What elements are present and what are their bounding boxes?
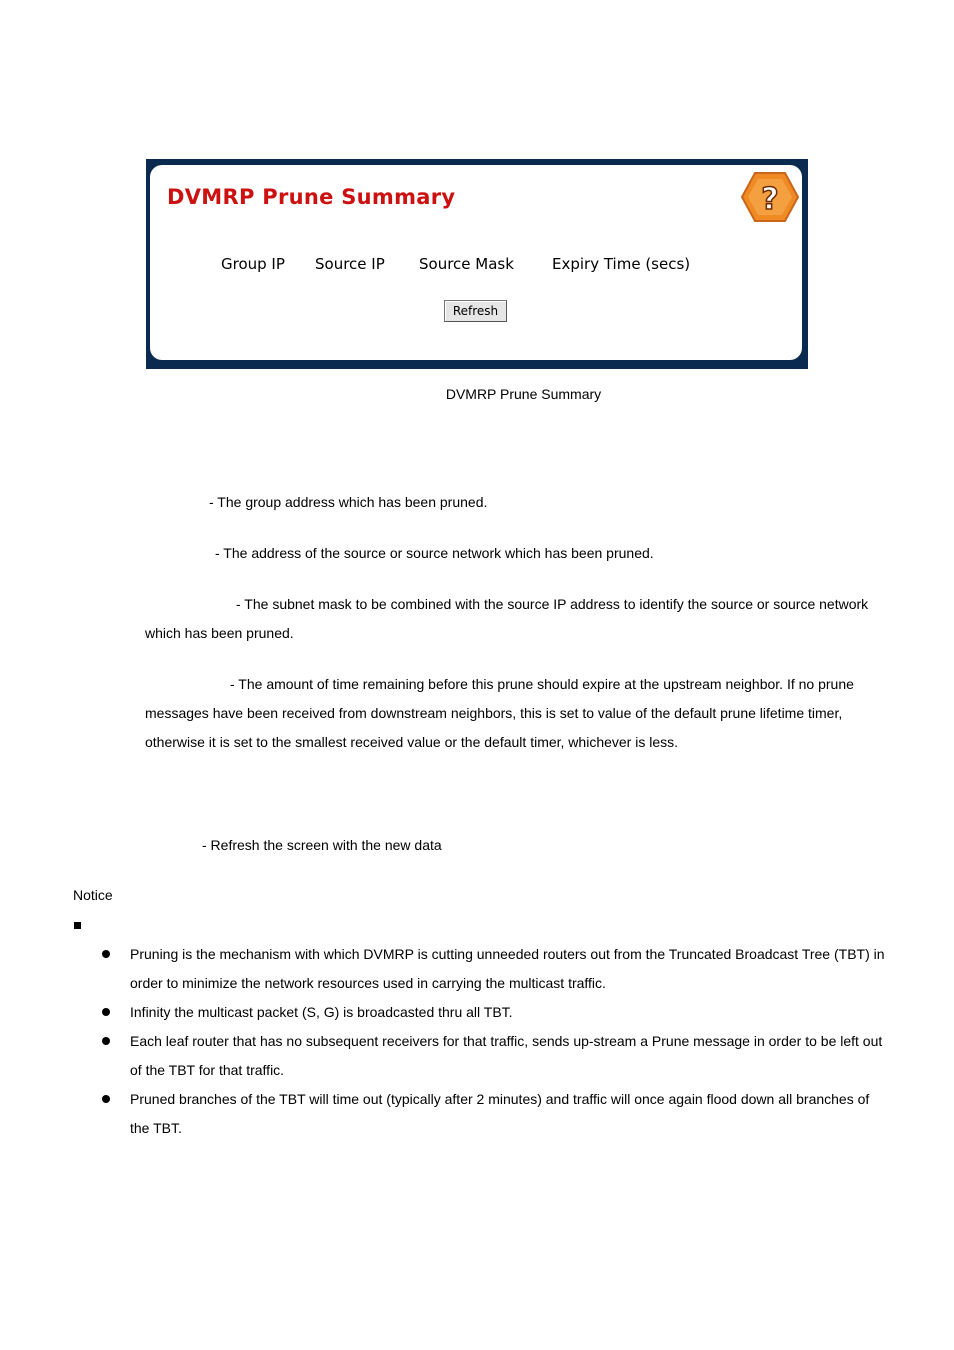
help-icon[interactable] xyxy=(740,171,800,223)
list-item xyxy=(100,998,890,1027)
prune-summary-panel xyxy=(146,159,808,369)
column-header-group-ip: Group IP xyxy=(221,255,285,273)
square-bullet-icon xyxy=(74,922,81,929)
description-source-mask: - The subnet mask to be combined with the source IP address to identify the source or source network which has been pruned. xyxy=(145,596,869,641)
bullet-icon xyxy=(102,1008,110,1016)
column-header-source-ip: Source IP xyxy=(315,255,385,273)
panel-content xyxy=(150,165,802,360)
page-title: DVMRP Prune Summary xyxy=(167,185,456,209)
list-item-text: Each leaf router that has no subsequent receivers for that traffic, sends up-stream a Prune message in order to be left out of the TBT for that traffic. xyxy=(130,1033,883,1078)
list-item-text: Pruning is the mechanism with which DVMRP is cutting unneeded routers out from the Truncated Broadcast Tree (TBT) in order to minimize the network resources used in carrying the multicast traffic. xyxy=(130,946,885,991)
figure-caption: DVMRP Prune Summary xyxy=(445,386,602,402)
description-refresh: - Refresh the screen with the new data xyxy=(202,837,442,853)
help-glyph: ? xyxy=(761,182,779,217)
list-item xyxy=(100,1027,890,1085)
column-header-source-mask: Source Mask xyxy=(419,255,514,273)
list-item-text: Pruned branches of the TBT will time out (typically after 2 minutes) and traffic will once again flood down all branches of the TBT. xyxy=(130,1091,870,1136)
bullet-icon xyxy=(102,1037,110,1045)
notice-label: Notice xyxy=(73,887,113,903)
description-source-ip: - The address of the source or source network which has been pruned. xyxy=(215,545,654,561)
bullet-icon xyxy=(102,1095,110,1103)
list-item xyxy=(100,1085,890,1143)
bullet-icon xyxy=(102,950,110,958)
column-header-expiry-time: Expiry Time (secs) xyxy=(552,255,691,273)
description-group-ip: - The group address which has been pruned. xyxy=(209,494,488,510)
refresh-button[interactable]: Refresh xyxy=(444,300,507,322)
notice-list xyxy=(100,940,890,1143)
list-item-text: Infinity the multicast packet (S, G) is broadcasted thru all TBT. xyxy=(130,1004,513,1020)
list-item xyxy=(100,940,890,998)
description-expiry-time: - The amount of time remaining before this prune should expire at the upstream neighbor. If no prune messages have been received from downstream neighbors, this is set to value of the default prune lifetime timer, otherwise it is set to the smallest received value or the default timer, whichever is less. xyxy=(145,676,854,750)
